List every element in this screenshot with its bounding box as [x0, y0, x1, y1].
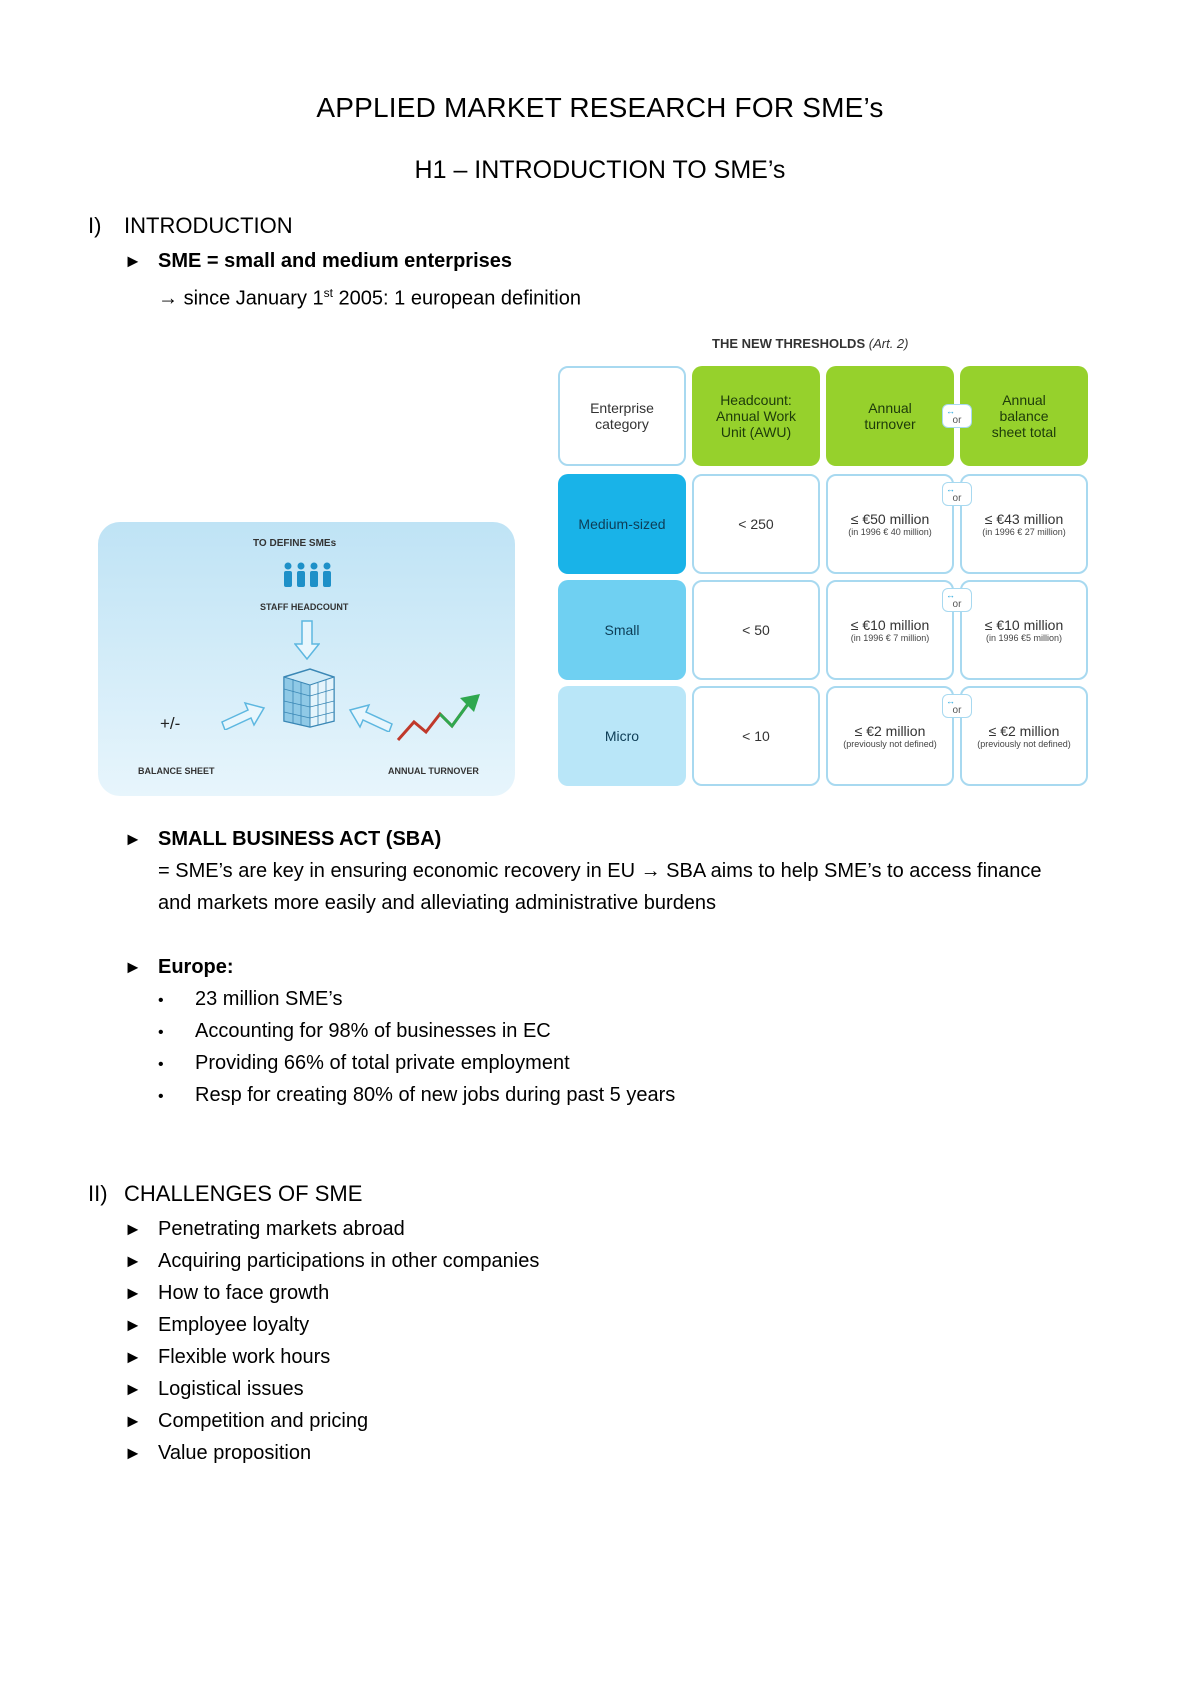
section-number: II) — [88, 1181, 108, 1206]
triangle-bullet-icon: ► — [124, 1315, 142, 1335]
row-turnover-small — [826, 580, 954, 680]
row-balance-micro — [960, 686, 1088, 786]
since-superscript: st — [323, 286, 333, 300]
triangle-bullet-icon: ► — [124, 1411, 142, 1431]
challenge-text: Acquiring participations in other companies — [158, 1250, 540, 1272]
header-headcount — [692, 366, 820, 466]
threshold-value: ≤ €2 million — [854, 722, 926, 739]
header-text-line: Annual — [868, 400, 912, 416]
sba-text-line-2: and markets more easily and alleviating administrative burdens — [158, 892, 717, 914]
triangle-bullet-icon: ► — [124, 1379, 142, 1399]
balance-arrow-icon — [220, 700, 266, 730]
or-connector-small — [942, 588, 972, 612]
threshold-note: (in 1996 €5 million) — [985, 632, 1063, 643]
row-balance-medium — [960, 474, 1088, 574]
triangle-bullet-icon: ► — [124, 1443, 142, 1463]
staff-headcount-label: STAFF HEADCOUNT — [260, 602, 349, 612]
europe-item-text: Resp for creating 80% of new jobs during past 5 years — [195, 1084, 676, 1106]
row-category-small: Small — [558, 580, 686, 680]
thresholds-caption — [712, 336, 908, 351]
staff-people-icon — [282, 562, 334, 588]
sba-heading: SMALL BUSINESS ACT (SBA) — [158, 828, 442, 850]
challenge-item — [124, 1277, 329, 1309]
challenge-item — [124, 1213, 405, 1245]
triangle-bullet-icon: ► — [124, 1283, 142, 1303]
row-headcount-small: < 50 — [692, 580, 820, 680]
europe-item — [158, 1015, 551, 1049]
turnover-arrow-icon — [348, 702, 394, 732]
row-headcount-micro: < 10 — [692, 686, 820, 786]
row-category-medium: Medium-sized — [558, 474, 686, 574]
annual-turnover-label: ANNUAL TURNOVER — [388, 766, 479, 776]
dot-bullet-icon: • — [158, 1024, 164, 1041]
or-label: or — [952, 415, 962, 426]
challenge-item — [124, 1309, 309, 1341]
header-text-line: Enterprise — [590, 400, 654, 416]
bullet-europe — [124, 951, 234, 983]
since-text-a: since January 1 — [183, 287, 324, 310]
row-category-micro: Micro — [558, 686, 686, 786]
section-number: I) — [88, 213, 102, 238]
or-connector-header — [942, 404, 972, 428]
sme-definition-text: SME = small and medium enterprises — [158, 250, 513, 272]
dot-bullet-icon: • — [158, 1088, 164, 1105]
double-arrow-icon: ↔ — [946, 484, 955, 494]
header-text-line: Annual Work — [716, 408, 796, 424]
double-arrow-icon: ↔ — [946, 696, 955, 706]
section-introduction-heading — [88, 213, 293, 239]
challenge-item — [124, 1341, 330, 1373]
or-label: or — [952, 705, 962, 716]
challenge-text: Flexible work hours — [158, 1346, 331, 1368]
challenge-item — [124, 1245, 539, 1277]
europe-item-text: Providing 66% of total private employment — [195, 1052, 570, 1074]
or-label: or — [952, 493, 962, 504]
challenge-text: How to face growth — [158, 1282, 330, 1304]
bullet-sme-definition — [124, 245, 512, 277]
challenge-item — [124, 1437, 311, 1469]
triangle-bullet-icon: ► — [124, 1219, 142, 1239]
thresholds-table-figure — [548, 332, 1094, 792]
double-arrow-icon: ↔ — [946, 590, 955, 600]
row-turnover-micro — [826, 686, 954, 786]
right-arrow-icon: → — [158, 287, 178, 310]
challenge-item — [124, 1373, 304, 1405]
document-title: APPLIED MARKET RESEARCH FOR SME’s — [316, 92, 884, 123]
thresholds-caption-text: THE NEW THRESHOLDS — [712, 336, 866, 351]
triangle-bullet-icon: ► — [124, 251, 142, 271]
challenge-item — [124, 1405, 368, 1437]
row-turnover-medium — [826, 474, 954, 574]
since-text-b: 2005: 1 european definition — [332, 287, 581, 310]
dot-bullet-icon: • — [158, 992, 164, 1009]
threshold-value: ≤ €2 million — [988, 722, 1060, 739]
triangle-bullet-icon: ► — [124, 1347, 142, 1367]
triangle-bullet-icon: ► — [124, 957, 142, 977]
header-text-line: sheet total — [991, 424, 1057, 440]
triangle-bullet-icon: ► — [124, 829, 142, 849]
europe-item — [158, 1047, 570, 1081]
challenge-text: Value proposition — [158, 1442, 312, 1464]
or-connector-micro — [942, 694, 972, 718]
chapter-title: H1 – INTRODUCTION TO SME’s — [414, 156, 786, 184]
down-arrow-icon — [294, 620, 320, 660]
balance-sheet-label: BALANCE SHEET — [138, 766, 215, 776]
double-arrow-icon: ↔ — [946, 406, 955, 416]
or-label: or — [952, 599, 962, 610]
threshold-note: (previously not defined) — [977, 738, 1071, 749]
europe-item-text: 23 million SME’s — [195, 988, 343, 1010]
europe-heading: Europe: — [158, 956, 234, 978]
row-balance-small — [960, 580, 1088, 680]
trend-chart-icon — [396, 692, 482, 744]
challenge-text: Logistical issues — [158, 1378, 304, 1400]
header-text-line: turnover — [864, 416, 916, 432]
balance-sign: +/- — [160, 714, 181, 733]
or-connector-medium — [942, 482, 972, 506]
sme-definition-figure — [98, 522, 515, 796]
triangle-bullet-icon: ► — [124, 1251, 142, 1271]
threshold-value: ≤ €10 million — [984, 616, 1064, 633]
header-annual-turnover — [826, 366, 954, 466]
threshold-note: (in 1996 € 7 million) — [850, 632, 930, 643]
figure-title: TO DEFINE SMEs — [253, 538, 337, 549]
dot-bullet-icon: • — [158, 1056, 164, 1073]
threshold-value: ≤ €10 million — [850, 616, 930, 633]
header-text-line: category — [595, 416, 649, 432]
header-enterprise-category — [558, 366, 686, 466]
header-text-line: balance — [999, 408, 1049, 424]
building-icon — [280, 667, 338, 729]
threshold-note: (in 1996 € 27 million) — [982, 526, 1066, 537]
challenge-text: Competition and pricing — [158, 1410, 369, 1432]
threshold-note: (previously not defined) — [843, 738, 937, 749]
europe-item — [158, 1079, 675, 1113]
challenge-text: Penetrating markets abroad — [158, 1218, 405, 1240]
header-text-line: Headcount: — [720, 392, 792, 408]
bullet-sba — [124, 823, 441, 855]
section-heading-text: INTRODUCTION — [124, 213, 293, 238]
challenge-text: Employee loyalty — [158, 1314, 310, 1336]
sba-text-line-1: = SME’s are key in ensuring economic recovery in EU → SBA aims to help SME’s to access finance — [158, 860, 1042, 882]
europe-item-text: Accounting for 98% of businesses in EC — [195, 1020, 551, 1042]
section-heading-text: CHALLENGES OF SME — [124, 1181, 363, 1206]
section-challenges-heading — [88, 1181, 362, 1207]
threshold-value: ≤ €50 million — [850, 510, 930, 527]
since-definition-line — [158, 277, 581, 315]
header-text-line: Unit (AWU) — [720, 424, 792, 440]
row-headcount-medium: < 250 — [692, 474, 820, 574]
europe-item — [158, 983, 342, 1017]
header-text-line: Annual — [1002, 392, 1046, 408]
header-balance-sheet — [960, 366, 1088, 466]
thresholds-caption-ref: (Art. 2) — [868, 336, 909, 351]
threshold-note: (in 1996 € 40 million) — [848, 526, 932, 537]
threshold-value: ≤ €43 million — [984, 510, 1064, 527]
